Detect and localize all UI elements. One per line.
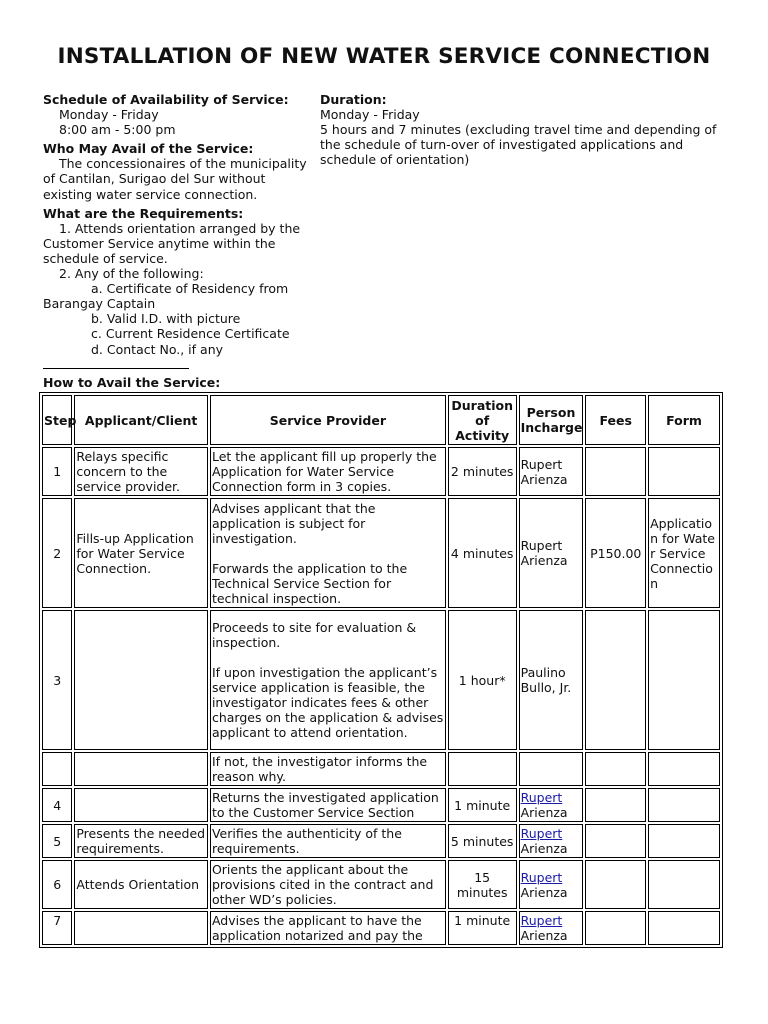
form-cell <box>648 610 720 750</box>
client-action: Fills-up Application for Water Service Connection. <box>74 498 208 608</box>
who-text: The concessionaires of the municipality of Cantilan, Surigao del Sur without existing water service connection. <box>43 156 307 202</box>
step-number: 5 <box>42 824 72 858</box>
form-cell <box>648 752 720 786</box>
form-cell <box>648 860 720 909</box>
provider-text: If upon investigation the applicant’s service application is feasible, the investigator indicates fees & other charges on the application & advises applicant to attend orientation. <box>211 665 444 740</box>
person-cell <box>519 911 584 945</box>
step-number: 1 <box>42 447 72 496</box>
form-cell <box>648 824 720 858</box>
person-surname: Arienza <box>520 884 568 900</box>
client-action: Relays specific concern to the service provider. <box>74 447 208 496</box>
duration-cell: 1 minute <box>448 788 517 822</box>
requirement-sub-c: c. Current Residence Certificate <box>91 326 290 342</box>
person-cell <box>519 788 584 822</box>
who-heading: Who May Avail of the Service: <box>43 141 254 157</box>
how-to-heading: How to Avail the Service: <box>43 375 221 390</box>
form-cell: Application for Water Service Connection <box>648 498 720 608</box>
person-cell <box>519 752 584 786</box>
duration-cell: 2 minutes <box>448 447 517 496</box>
person-cell <box>519 860 584 909</box>
requirement-sub-a: a. Certificate of Residency from Barangay Captain <box>43 281 289 312</box>
form-cell <box>648 788 720 822</box>
duration-cell: 1 hour* <box>448 610 517 750</box>
table-row <box>42 447 720 496</box>
form-cell <box>648 447 720 496</box>
step-number: 2 <box>42 498 72 608</box>
header-provider: Service Provider <box>210 395 446 445</box>
table-row <box>42 752 720 786</box>
table-header-row <box>42 395 720 445</box>
service-info-right <box>320 92 730 167</box>
step-number <box>42 752 72 786</box>
duration-cell: 4 minutes <box>448 498 517 608</box>
provider-action: Advises the applicant to have the application notarized and pay the <box>210 911 446 945</box>
person-surname: Arienza <box>520 805 568 820</box>
person-link[interactable]: Rupert <box>520 869 563 885</box>
table-row <box>42 610 720 750</box>
step-number: 7 <box>42 911 72 945</box>
form-cell <box>648 911 720 945</box>
schedule-hours: 8:00 am - 5:00 pm <box>59 122 176 138</box>
page-title: INSTALLATION OF NEW WATER SERVICE CONNECTION <box>57 44 711 69</box>
provider-text: Proceeds to site for evaluation & inspection. <box>211 620 417 650</box>
fees-cell: P150.00 <box>585 498 646 608</box>
schedule-heading: Schedule of Availability of Service: <box>43 92 289 107</box>
provider-text: Forwards the application to the Technical Service Section for technical inspection. <box>211 560 408 606</box>
provider-action: Orients the applicant about the provisions cited in the contract and other WD’s policies. <box>210 860 446 909</box>
client-action <box>74 788 208 822</box>
requirement-item-2: 2. Any of the following: <box>59 266 204 282</box>
duration-cell: 15 minutes <box>448 860 517 909</box>
header-client: Applicant/Client <box>74 395 208 445</box>
table-row <box>42 498 720 608</box>
provider-action <box>210 610 446 750</box>
duration-days: Monday - Friday <box>320 107 420 123</box>
fees-cell <box>585 447 646 496</box>
table-row <box>42 860 720 909</box>
person-link[interactable]: Rupert <box>520 913 563 928</box>
requirement-item-1: 1. Attends orientation arranged by the Customer Service anytime within the schedule of service. <box>43 220 301 266</box>
step-number: 6 <box>42 860 72 909</box>
person-cell: Rupert Arienza <box>519 498 584 608</box>
schedule-days: Monday - Friday <box>59 107 159 123</box>
section-divider <box>43 368 189 369</box>
duration-cell: 5 minutes <box>448 824 517 858</box>
client-action <box>74 752 208 786</box>
table-row <box>42 824 720 858</box>
person-link[interactable]: Rupert <box>520 826 563 841</box>
person-surname: Arienza <box>520 928 568 943</box>
duration-cell <box>448 752 517 786</box>
table-row <box>42 911 720 945</box>
fees-cell <box>585 788 646 822</box>
header-form: Form <box>648 395 720 445</box>
requirement-sub-b: b. Valid I.D. with picture <box>91 311 241 327</box>
client-action: Presents the needed requirements. <box>74 824 208 858</box>
header-person: Person Incharge <box>519 395 584 445</box>
duration-heading: Duration: <box>320 92 387 107</box>
person-surname: Arienza <box>520 841 568 856</box>
client-action: Attends Orientation <box>74 860 208 909</box>
fees-cell <box>585 610 646 750</box>
provider-action: Returns the investigated application to the Customer Service Section <box>210 788 446 822</box>
person-link[interactable]: Rupert <box>520 790 563 805</box>
person-cell: Rupert Arienza <box>519 447 584 496</box>
person-cell: Paulino Bullo, Jr. <box>519 610 584 750</box>
step-number: 4 <box>42 788 72 822</box>
provider-action <box>210 498 446 608</box>
person-cell <box>519 824 584 858</box>
fees-cell <box>585 911 646 945</box>
provider-action: If not, the investigator informs the reason why. <box>210 752 446 786</box>
provider-text: Advises applicant that the application is subject for investigation. <box>211 500 376 546</box>
service-info-left <box>43 92 313 357</box>
header-duration: Duration of Activity <box>448 395 517 445</box>
provider-action: Let the applicant fill up properly the Application for Water Service Connection form in 3 copies. <box>210 447 446 496</box>
fees-cell <box>585 752 646 786</box>
table-row <box>42 788 720 822</box>
steps-table <box>39 392 723 948</box>
requirement-sub-d: d. Contact No., if any <box>91 341 224 357</box>
client-action <box>74 911 208 945</box>
header-fees: Fees <box>585 395 646 445</box>
header-step: Step <box>42 395 72 445</box>
fees-cell <box>585 824 646 858</box>
requirements-heading: What are the Requirements: <box>43 205 244 221</box>
duration-cell: 1 minute <box>448 911 517 945</box>
step-number: 3 <box>42 610 72 750</box>
fees-cell <box>585 860 646 909</box>
client-action <box>74 610 208 750</box>
duration-text: 5 hours and 7 minutes (excluding travel time and depending of the schedule of turn-over of investigated applications and schedule of orientation) <box>320 122 717 168</box>
provider-action: Verifies the authenticity of the requirements. <box>210 824 446 858</box>
